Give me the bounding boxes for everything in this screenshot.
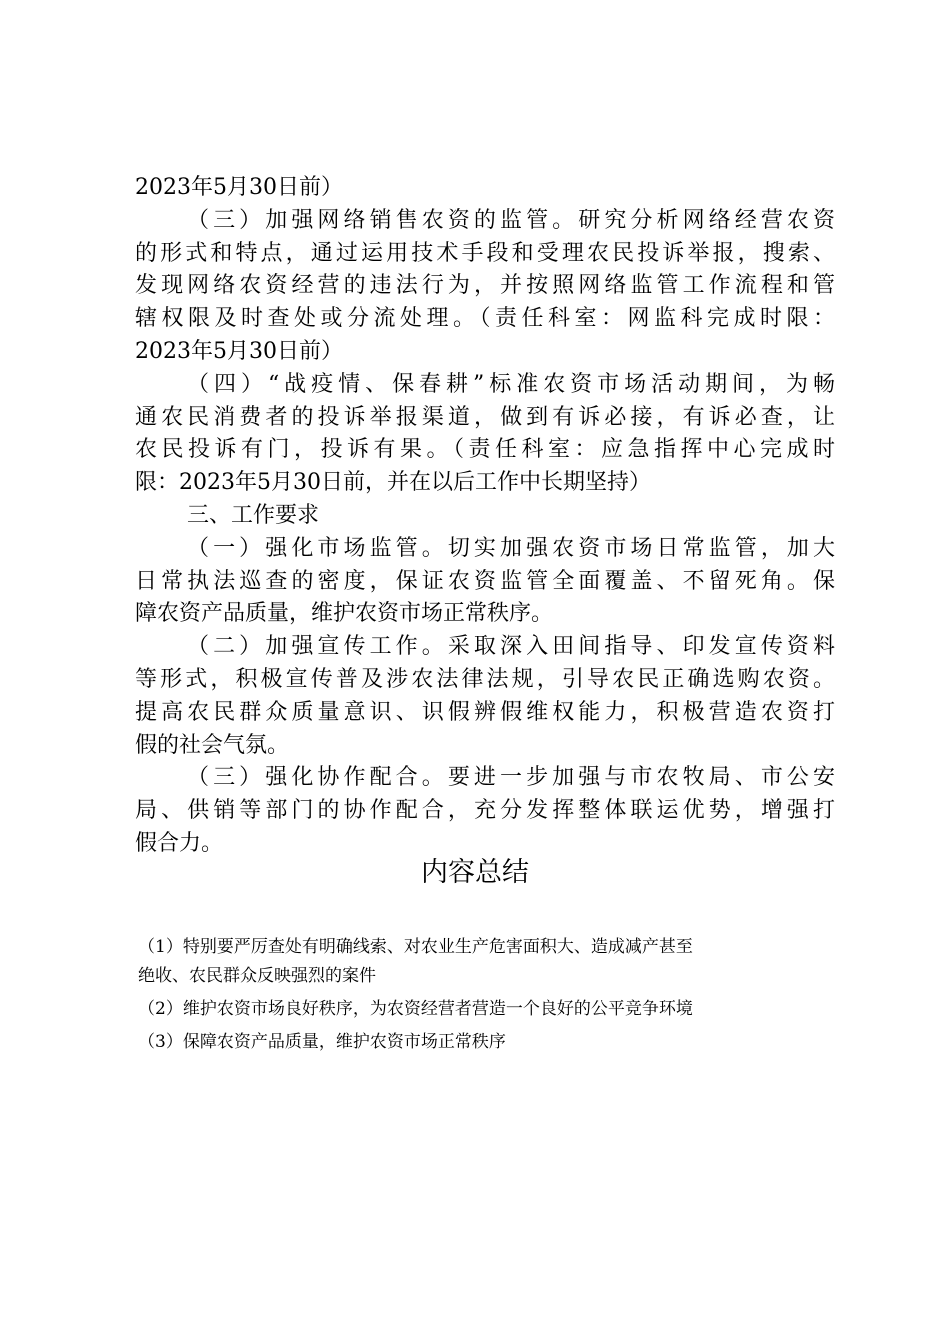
- summary-item: （2）维护农资市场良好秩序，为农资经营者营造一个良好的公平竞争环境: [138, 999, 693, 1019]
- paragraph-line: 障农资产品质量，维护农资市场正常秩序。: [135, 601, 554, 627]
- paragraph-line: 假合力。: [135, 830, 224, 856]
- paragraph-line: 2023年5月30日前）: [135, 175, 343, 200]
- paragraph-line: 提高农民群众质量意识、识假辨假维权能力，积极营造农资打: [135, 699, 835, 725]
- paragraph-line: （三）加强网络销售农资的监管。研究分析网络经营农资: [187, 207, 835, 233]
- paragraph-line: 2023年5月30日前）: [135, 338, 343, 364]
- paragraph-line: （四）“战疫情、保春耕”标准农资市场活动期间，为畅: [187, 371, 835, 397]
- paragraph-line: （三）强化协作配合。要进一步加强与市农牧局、市公安: [187, 765, 835, 791]
- paragraph-line: （一）强化市场监管。切实加强农资市场日常监管，加大: [187, 535, 835, 561]
- summary-title: 内容总结: [421, 857, 529, 888]
- paragraph-line: （二）加强宣传工作。采取深入田间指导、印发宣传资料: [187, 634, 835, 660]
- paragraph-line: 假的社会气氛。: [135, 732, 290, 758]
- paragraph-line: 发现网络农资经营的违法行为，并按照网络监管工作流程和管: [135, 273, 835, 299]
- paragraph-line: 的形式和特点，通过运用技术手段和受理农民投诉举报，搜索、: [135, 240, 835, 266]
- paragraph-line: 辖权限及时查处或分流处理。（责任科室：网监科完成时限：: [135, 306, 835, 332]
- paragraph-line: 农民投诉有门，投诉有果。（责任科室：应急指挥中心完成时: [135, 437, 835, 463]
- summary-item: 绝收、农民群众反映强烈的案件: [138, 966, 376, 986]
- paragraph-line: 局、供销等部门的协作配合，充分发挥整体联运优势，增强打: [135, 798, 835, 824]
- summary-list: [138, 933, 838, 1057]
- summary-item: （1）特别要严厉查处有明确线索、对农业生产危害面积大、造成减产甚至: [138, 937, 693, 957]
- paragraph-line: 通农民消费者的投诉举报渠道，做到有诉必接，有诉必查，让: [135, 404, 835, 430]
- body-text: [135, 172, 835, 861]
- summary-item: （3）保障农资产品质量，维护农资市场正常秩序: [138, 1032, 506, 1052]
- paragraph-line: 等形式，积极宣传普及涉农法律法规，引导农民正确选购农资。: [135, 666, 835, 692]
- section-heading: 三、工作要求: [187, 502, 320, 528]
- paragraph-line: 日常执法巡查的密度，保证农资监管全面覆盖、不留死角。保: [135, 568, 835, 594]
- paragraph-line: 限：2023年5月30日前，并在以后工作中长期坚持）: [135, 470, 651, 496]
